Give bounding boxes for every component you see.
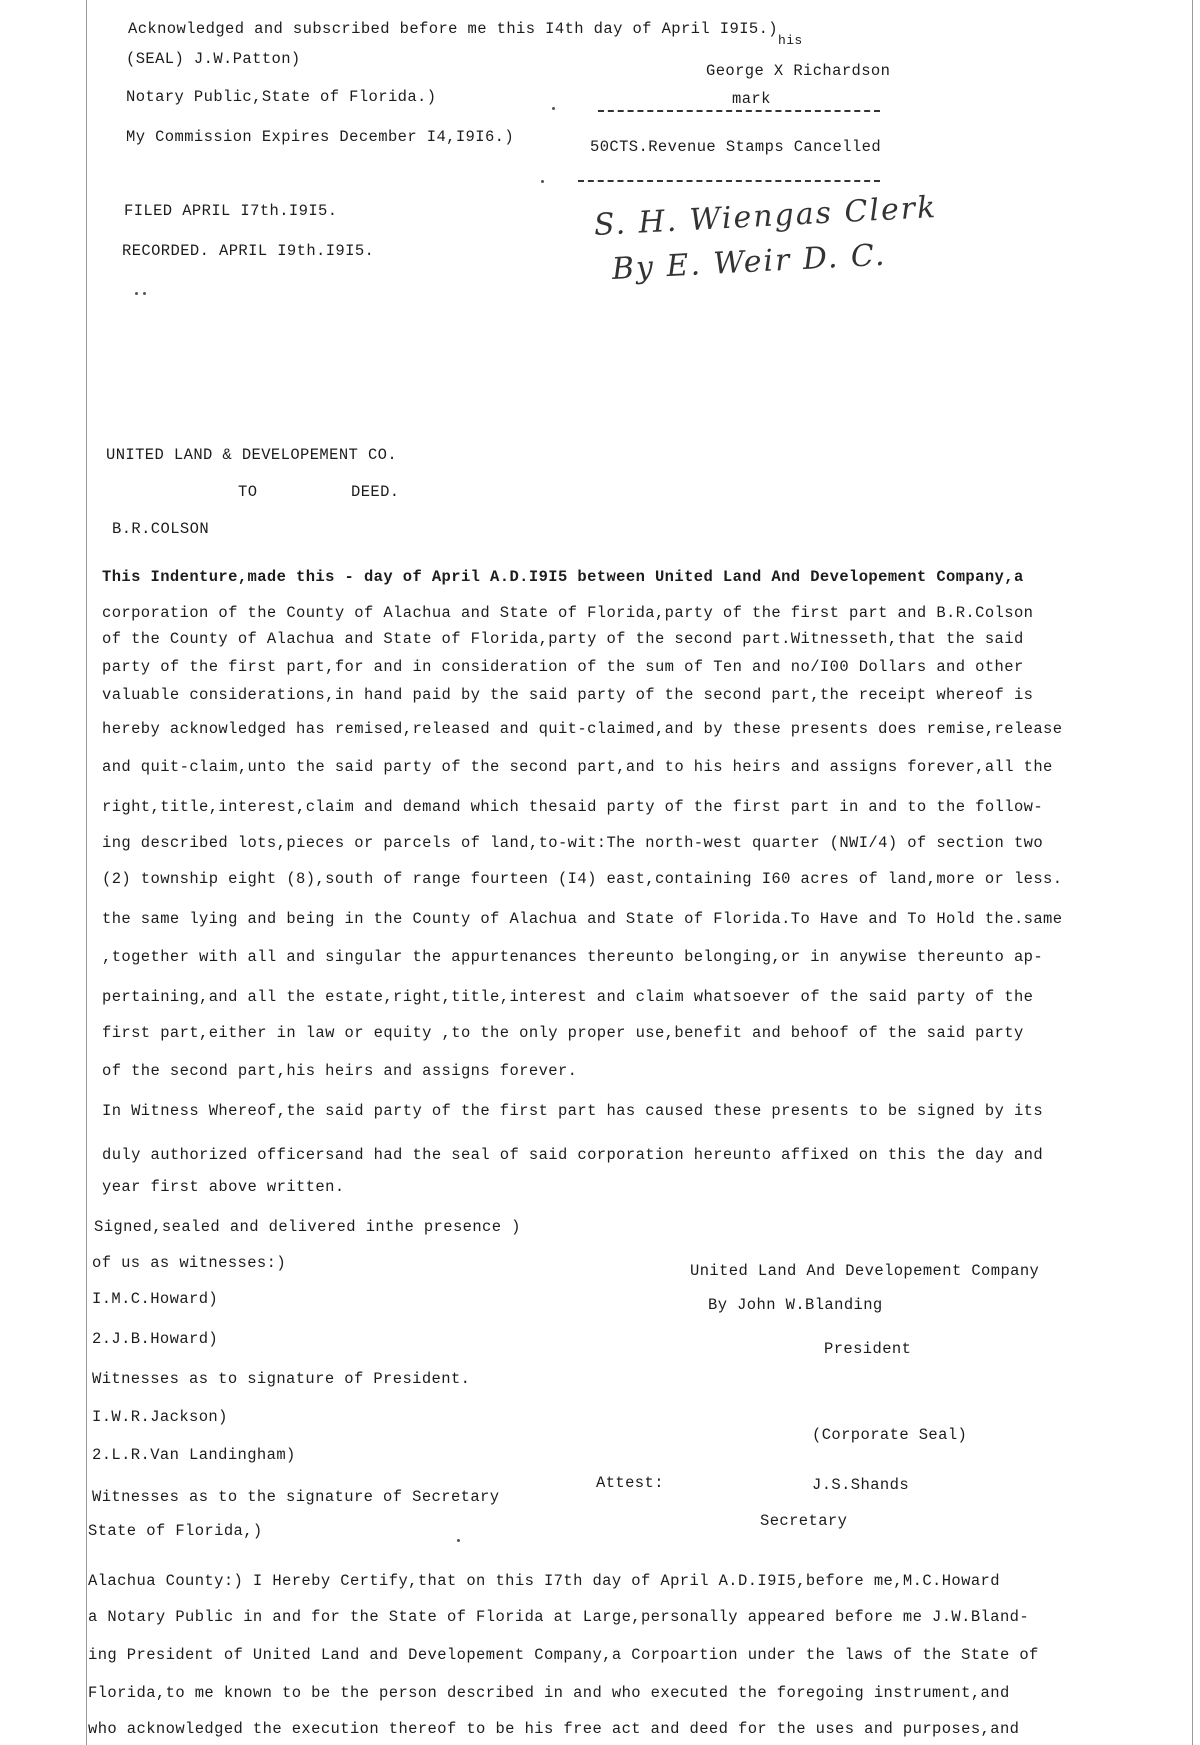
signature-rule [598,110,880,112]
recorded-date: RECORDED. APRIL I9th.I9I5. [122,242,375,260]
company-signature: United Land And Developement Company [690,1262,1040,1280]
witness-name: 2.L.R.Van Landingham) [92,1446,296,1464]
president-signature: By John W.Blanding [708,1296,883,1314]
scan-speck [552,107,555,110]
signed-delivered-line: Signed,sealed and delivered inthe presence ) [94,1218,521,1236]
deed-body-line: year first above written. [102,1178,345,1196]
secretary-signature: J.S.Shands [812,1476,910,1494]
page-edge-right [1192,0,1193,1745]
witness-secretary-note: Witnesses as to the signature of Secretary [92,1488,500,1506]
revenue-stamps-note: 50CTS.Revenue Stamps Cancelled [590,138,882,156]
witnesses-intro: of us as witnesses:) [92,1254,287,1272]
venue-state: State of Florida,) [88,1522,263,1540]
deputy-clerk-signature: By E. Weir D. C. [611,237,888,287]
deed-type: DEED. [351,483,400,501]
certificate-line: a Notary Public in and for the State of Florida at Large,personally appeared before me J.W.Bland- [88,1608,1030,1626]
mark-label: mark [732,90,771,108]
deed-to: TO [238,483,258,501]
deed-body-line: party of the first part,for and in consideration of the sum of Ten and no/I00 Dollars and other [102,658,1024,676]
deed-body-line: right,title,interest,claim and demand which thesaid party of the first part in and to the follow- [102,798,1044,816]
scan-speck [541,180,544,183]
deed-body-line: In Witness Whereof,the said party of the first part has caused these presents to be signed by its [102,1102,1044,1120]
attest-label: Attest: [596,1474,664,1492]
deed-body-line: first part,either in law or equity ,to the only proper use,benefit and behoof of the said party [102,1024,1024,1042]
deed-body-line: valuable considerations,in hand paid by the said party of the second part,the receipt whereof is [102,686,1034,704]
witness-name: 2.J.B.Howard) [92,1330,219,1348]
grantor-signature: George X Richardson [706,62,891,80]
scan-speck [135,292,138,295]
deed-body-line: pertaining,and all the estate,right,title,interest and claim whatsoever of the said party of the [102,988,1034,1006]
president-title: President [824,1340,912,1358]
deed-body-line: of the second part,his heirs and assigns forever. [102,1062,578,1080]
deed-body-line: corporation of the County of Alachua and State of Florida,party of the first part and B.R.Colson [102,604,1034,622]
scan-speck [457,1539,460,1542]
witness-name: I.W.R.Jackson) [92,1408,228,1426]
certificate-line: Florida,to me known to be the person described in and who executed the foregoing instrument,and [88,1684,1010,1702]
witness-name: I.M.C.Howard) [92,1290,219,1308]
deed-body-line: This Indenture,made this - day of April A.D.I9I5 between United Land And Developement Company,a [102,568,1024,586]
certificate-line: who acknowledged the execution thereof to be his free act and deed for the uses and purposes,and [88,1720,1020,1738]
witness-president-note: Witnesses as to signature of President. [92,1370,471,1388]
notary-title: Notary Public,State of Florida.) [126,88,437,106]
deed-grantor: UNITED LAND & DEVELOPEMENT CO. [106,446,398,464]
deed-body-line: ing described lots,pieces or parcels of land,to-wit:The north-west quarter (NWI/4) of section two [102,834,1044,852]
deed-body-line: the same lying and being in the County of Alachua and State of Florida.To Have and To Hold the.same [102,910,1063,928]
secretary-title: Secretary [760,1512,848,1530]
page-edge-left [86,0,87,1745]
deed-grantee: B.R.COLSON [112,520,210,538]
deed-body-line: hereby acknowledged has remised,released and quit-claimed,and by these presents does remise,release [102,720,1063,738]
deed-body-line: and quit-claim,unto the said party of the second part,and to his heirs and assigns forever,all the [102,758,1053,776]
deed-body-line: (2) township eight (8),south of range fourteen (I4) east,containing I60 acres of land,more or less. [102,870,1063,888]
seal-notary-name: (SEAL) J.W.Patton) [126,50,301,68]
corporate-seal: (Corporate Seal) [812,1426,968,1444]
deed-body-line: of the County of Alachua and State of Florida,party of the second part.Witnesseth,that the said [102,630,1024,648]
his-label: his [778,33,803,48]
acknowledgement-line: Acknowledged and subscribed before me this I4th day of April I9I5.) [128,20,779,38]
certificate-line: ing President of United Land and Developement Company,a Corpoartion under the laws of the State of [88,1646,1039,1664]
scan-speck [143,292,146,295]
stamps-rule [578,180,880,182]
deed-body-line: duly authorized officersand had the seal of said corporation hereunto affixed on this the day and [102,1146,1044,1164]
clerk-signature: S. H. Wiengas Clerk [593,190,939,243]
deed-body-line: ,together with all and singular the appurtenances thereunto belonging,or in anywise thereunto ap- [102,948,1044,966]
certificate-line: Alachua County:) I Hereby Certify,that on this I7th day of April A.D.I9I5,before me,M.C.Howard [88,1572,1000,1590]
filed-date: FILED APRIL I7th.I9I5. [124,202,338,220]
commission-expiry: My Commission Expires December I4,I9I6.) [126,128,515,146]
